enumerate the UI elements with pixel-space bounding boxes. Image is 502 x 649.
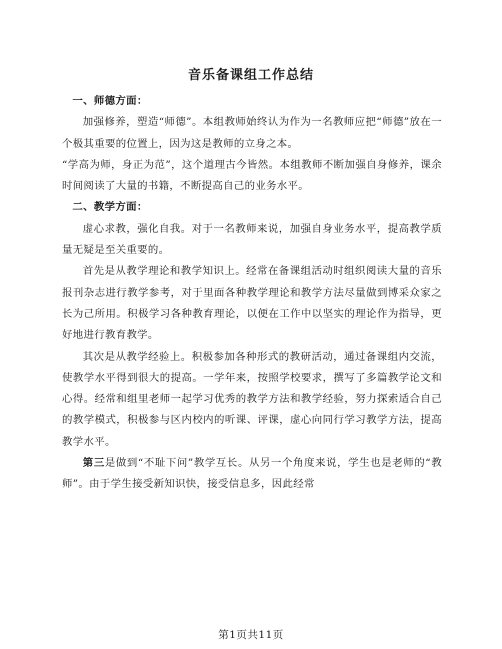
paragraph [62,453,442,496]
paragraph-lead: 第三 [82,457,105,470]
paragraph: “学高为师，身正为范”，这个道理古今皆然。本组教师不断加强自身修养，课余时间阅读了大量的书籍，不断提高自己的业务水平。 [62,158,442,193]
page-footer: 第1页共11页 [218,629,284,641]
paragraph: 首先是从教学理论和教学知识上。经常在备课组活动时组织阅读大量的音乐报刊杂志进行教学参考，对于里面各种教学理论和教学方法尽量做到博采众家之长为己所用。积极学习各种教育理论，以便在工作中以坚实的理论作为指导，更好地进行教育教学。 [62,265,442,342]
paragraph: 虚心求教，强化自我。对于一名教师来说，加强自身业务水平，提高教学质量无疑是至关重要的。 [62,222,442,257]
section-heading-ethics: 一、师德方面： [72,95,148,107]
paragraph: 其次是从教学经验上。积极参加各种形式的教研活动，通过备课组内交流，使教学水平得到很大的提高。一学年来，按照学校要求，撰写了多篇教学论文和心得。经常和组里老师一起学习优秀的教学方法和教学经验，努力探索适合自己的教学模式，积极参与区内校内的听课、评课，虚心向同行学习教学方法，提高教学水平。 [62,350,442,448]
paragraph: 加强修养，塑造“师德”。本组教师始终认为作为一名教师应把“师德”放在一个极其重要的位置上，因为这是教师的立身之本。 [62,116,442,150]
paragraph-text: 是做到“不耻下问”教学互长。从另一个角度来说，学生也是老师的“教师”。由于学生接受新知识快，接受信息多，因此经常 [62,457,442,491]
document-title: 音乐备课组工作总结 [187,68,314,83]
document-body [62,91,442,496]
section-heading-teaching: 二、教学方面： [72,201,148,214]
